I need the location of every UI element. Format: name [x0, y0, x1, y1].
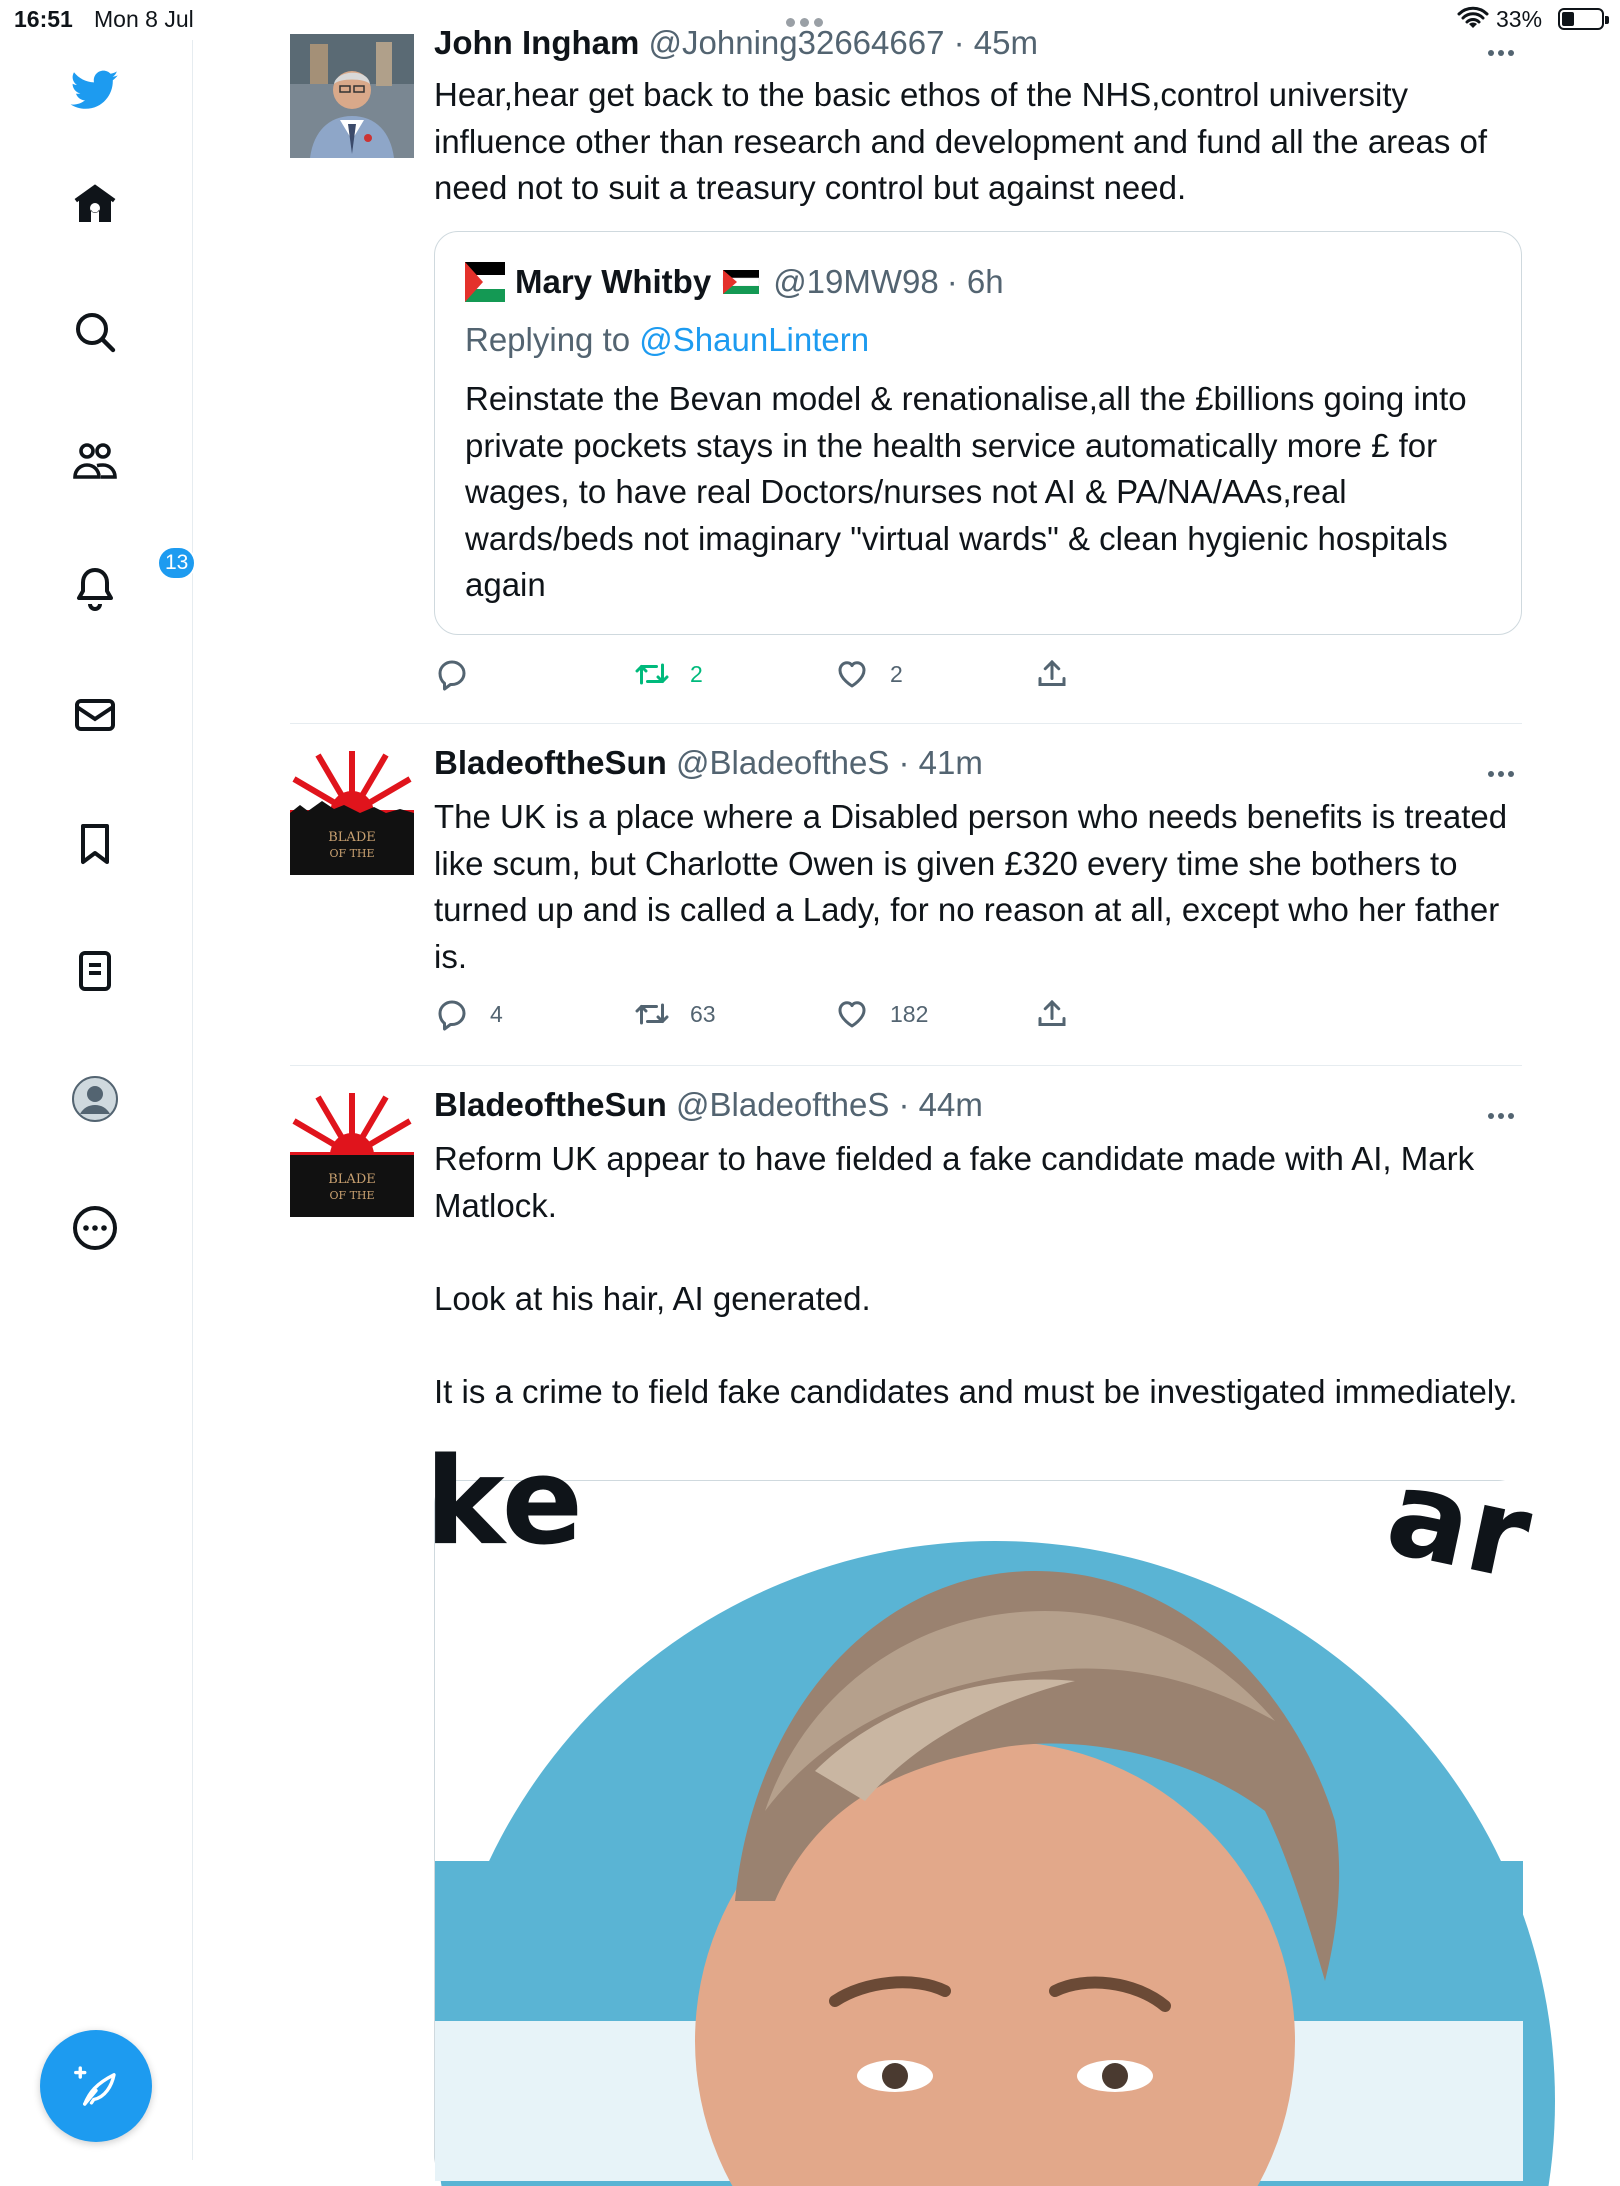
svg-text:BLADE: BLADE [328, 1172, 376, 1187]
tweet-bladeofthesun-1[interactable] [290, 744, 1522, 1064]
battery-percent: 33% [1496, 6, 1543, 32]
svg-text:OF THE: OF THE [329, 1189, 375, 1202]
quoted-tweet-text: Reinstate the Bevan model & renationalise,all the £billions going into private pockets stays in the health service automatically more £ for wages, to have real Doctors/nurses not AI & PA/NA/AAs,real wards/beds not imaginary "virtual wards" & clean hygienic hospitals again [465, 380, 1467, 603]
tweet-text: Reform UK appear to have fielded a fake candidate made with AI, Mark Matlock. Look at his hair, AI generated. It is a crime to field fake candidates and must be investigated immediately. [434, 1140, 1518, 1410]
avatar[interactable] [290, 751, 414, 875]
messages-mail-icon[interactable] [55, 675, 135, 755]
tweet-header [434, 24, 1038, 62]
quoted-avatar[interactable] [465, 262, 505, 302]
author-name[interactable]: John Ingham [434, 24, 640, 61]
reply-icon [434, 656, 470, 692]
notification-count-badge: 13 [157, 546, 196, 580]
profile-avatar-icon[interactable] [55, 1059, 135, 1139]
quoted-author-name: Mary Whitby [515, 263, 712, 300]
reply-icon [434, 996, 470, 1032]
tweet-divider [290, 1065, 1522, 1066]
quoted-tweet-header [465, 262, 1004, 302]
twitter-bird-icon[interactable] [55, 50, 135, 130]
bookmarks-icon[interactable] [55, 804, 135, 884]
battery-icon [1558, 8, 1604, 30]
tweet-time[interactable]: · 45m [953, 24, 1038, 61]
media-text-left: ke [425, 1433, 583, 1572]
tweet-time[interactable]: · 44m [898, 1086, 983, 1123]
flag-icon [723, 270, 759, 294]
tweet-media-image[interactable] [425, 1433, 1542, 2180]
svg-text:OF THE: OF THE [329, 847, 375, 860]
like-button[interactable] [834, 996, 928, 1032]
more-options-icon[interactable] [1488, 1106, 1522, 1114]
heart-icon [834, 996, 870, 1032]
candidate-photo [425, 1433, 1542, 2181]
search-icon[interactable] [55, 292, 135, 372]
author-name[interactable]: BladeoftheSun [434, 744, 667, 781]
replying-to-prefix: Replying to [465, 321, 640, 358]
multitasking-dots-icon[interactable] [786, 14, 834, 24]
more-options-icon[interactable] [1488, 43, 1522, 51]
quoted-author-handle: @19MW98 [773, 263, 939, 300]
compose-icon [69, 2059, 123, 2113]
reply-button[interactable] [434, 996, 503, 1032]
retweet-icon [634, 996, 670, 1032]
more-options-icon[interactable] [1488, 764, 1522, 772]
tweet-bladeofthesun-2[interactable] [290, 1086, 1542, 2160]
tweet-text: The UK is a place where a Disabled person who needs benefits is treated like scum, but Charlotte Owen is given £320 every time she bothers to turned up and is called a Lady, for no reason at all, except who her father is. [434, 798, 1517, 975]
share-icon [1034, 656, 1070, 692]
share-button[interactable] [1034, 996, 1090, 1032]
heart-icon [834, 656, 870, 692]
like-count: 2 [890, 660, 903, 687]
reply-button[interactable] [434, 656, 490, 692]
reply-count: 4 [490, 1000, 503, 1027]
retweet-count: 2 [690, 660, 703, 687]
replying-to [465, 321, 869, 359]
tweet-john-ingham[interactable] [290, 24, 1522, 720]
author-name[interactable]: BladeoftheSun [434, 1086, 667, 1123]
home-icon[interactable] [55, 164, 135, 244]
media-text-right: ar [1375, 1442, 1542, 1608]
notifications-bell-icon[interactable] [55, 548, 189, 628]
quoted-tweet-time: · 6h [946, 263, 1004, 300]
tweet-text: Hear,hear get back to the basic ethos of the NHS,control university influence other than research and development and fund all the areas of need not to suit a treasury control but against need. [434, 76, 1497, 206]
tweet-time[interactable]: · 41m [898, 744, 983, 781]
lists-icon[interactable] [55, 931, 135, 1011]
wifi-icon [1458, 6, 1488, 32]
retweet-count: 63 [690, 1000, 716, 1027]
like-button[interactable] [834, 656, 903, 692]
replying-to-link[interactable]: @ShaunLintern [639, 321, 870, 358]
avatar-logo-text: BLADE [328, 830, 376, 845]
tweet-divider [290, 723, 1522, 724]
status-date: Mon 8 Jul [94, 6, 194, 32]
tweet-header [434, 744, 983, 782]
retweet-button[interactable] [634, 656, 703, 692]
compose-tweet-button[interactable] [40, 2030, 152, 2142]
author-handle[interactable]: @BladeoftheS [676, 1086, 890, 1123]
tweet-header [434, 1086, 983, 1124]
more-circle-icon[interactable] [55, 1188, 135, 1268]
sidebar [0, 40, 193, 2160]
share-button[interactable] [1034, 656, 1090, 692]
communities-people-icon[interactable] [55, 421, 135, 501]
author-handle[interactable]: @Johning32664667 [648, 24, 945, 61]
quoted-tweet[interactable] [434, 231, 1522, 635]
tweet-actions [434, 996, 1334, 1036]
avatar[interactable] [290, 1093, 414, 1217]
like-count: 182 [890, 1000, 929, 1027]
share-icon [1034, 996, 1070, 1032]
author-handle[interactable]: @BladeoftheS [676, 744, 890, 781]
retweet-button[interactable] [634, 996, 716, 1032]
avatar[interactable] [290, 34, 414, 158]
status-time: 16:51 [14, 6, 73, 32]
retweet-icon [634, 656, 670, 692]
tweet-actions [434, 656, 1334, 696]
